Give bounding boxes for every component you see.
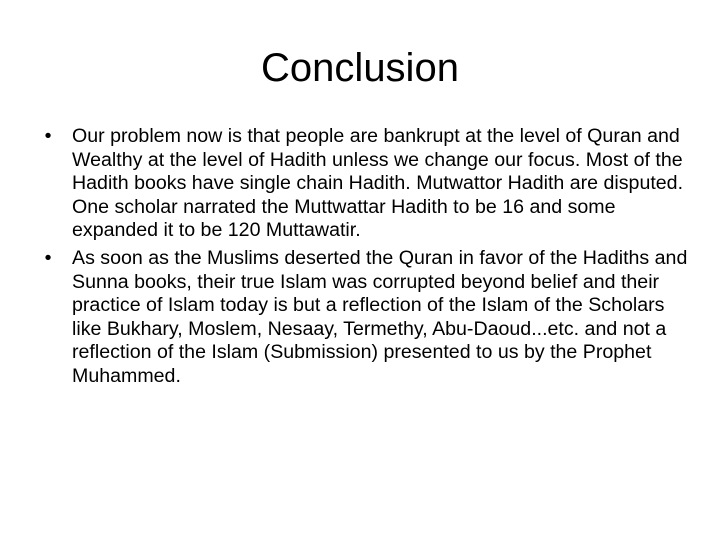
bullet-text: As soon as the Muslims deserted the Quran in favor of the Hadiths and Sunna books, their true Islam was corrupted beyond belief and their practice of Islam today is but a reflection of the Islam of the Scholars like Bukhary, Moslem, Nesaay, Termethy, Abu-Daoud...etc. and not a reflection of the Islam (Submission) presented to us by the Prophet Muhammed.: [72, 246, 688, 387]
bullet-text: Our problem now is that people are bankrupt at the level of Quran and Wealthy at the level of Hadith unless we change our focus. Most of the Hadith books have single chain Hadith. Mutwattor Hadith are disputed. One scholar narrated the Muttwattar Hadith to be 16 and some expanded it to be 120 Muttawatir.: [72, 125, 684, 242]
bullet-list: [36, 125, 696, 393]
bullet-marker: •: [44, 246, 52, 269]
bullet-item: [36, 125, 696, 243]
bullet-item: [36, 247, 696, 389]
bullet-marker: •: [44, 125, 52, 147]
slide-title: Conclusion: [261, 46, 459, 90]
